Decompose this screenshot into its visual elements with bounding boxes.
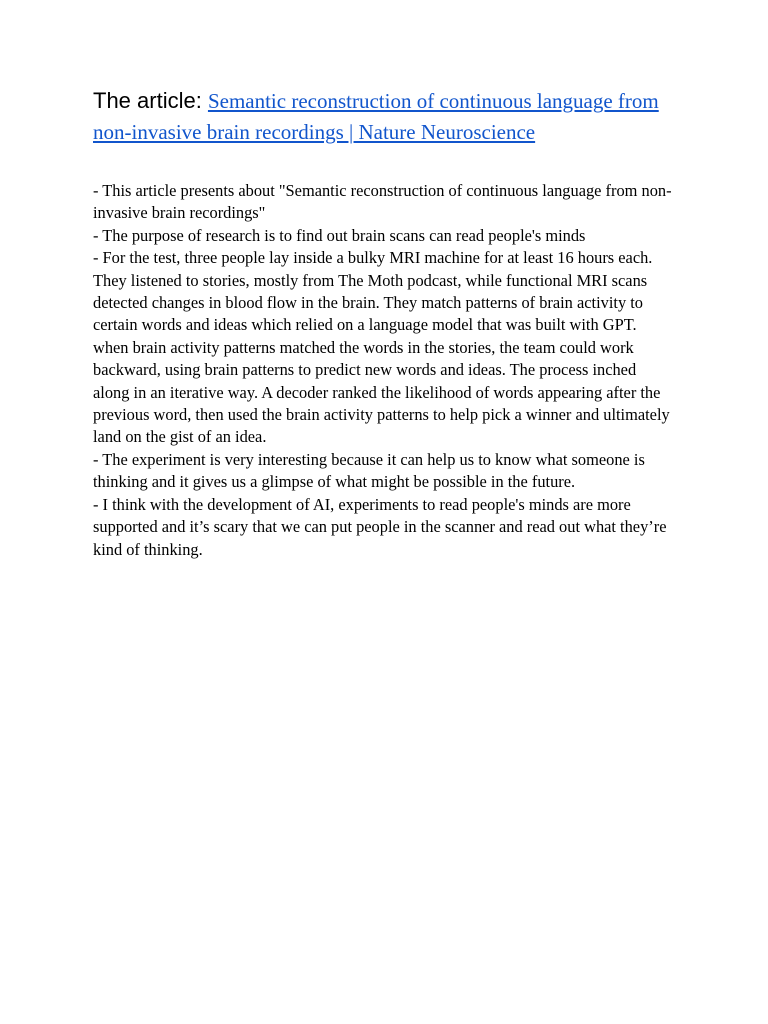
article-heading xyxy=(93,86,675,149)
article-link[interactable]: Semantic reconstruction of continuous language from non-invasive brain recordings | Nature Neuroscience xyxy=(93,89,659,144)
document-body xyxy=(93,180,675,561)
bullet-opinion: - I think with the development of AI, experiments to read people's minds are more supported and it’s scary that we can put people in the scanner and read out what they’re kind of thinking. xyxy=(93,494,667,559)
bullet-method: - For the test, three people lay inside a bulky MRI machine for at least 16 hours each. They listened to stories, mostly from The Moth podcast, while functional MRI scans detected changes in blood flow in the brain. They match patterns of brain activity to certain words and ideas which relied on a language model that was built with GPT. when brain activity patterns matched the words in the stories, the team could work backward, using brain patterns to predict new words and ideas. The process inched along in an iterative way. A decoder ranked the likelihood of words appearing after the previous word, then used the brain activity patterns to help pick a winner and ultimately land on the gist of an idea. xyxy=(93,248,670,447)
document-page xyxy=(93,86,675,561)
title-prefix: The article: xyxy=(93,88,208,113)
bullet-purpose: - The purpose of research is to find out brain scans can read people's minds xyxy=(93,225,586,245)
bullet-summary: - This article presents about "Semantic reconstruction of continuous language from non-invasive brain recordings" xyxy=(93,181,672,223)
bullet-interest: - The experiment is very interesting because it can help us to know what someone is thinking and it gives us a glimpse of what might be possible in the future. xyxy=(93,449,645,492)
